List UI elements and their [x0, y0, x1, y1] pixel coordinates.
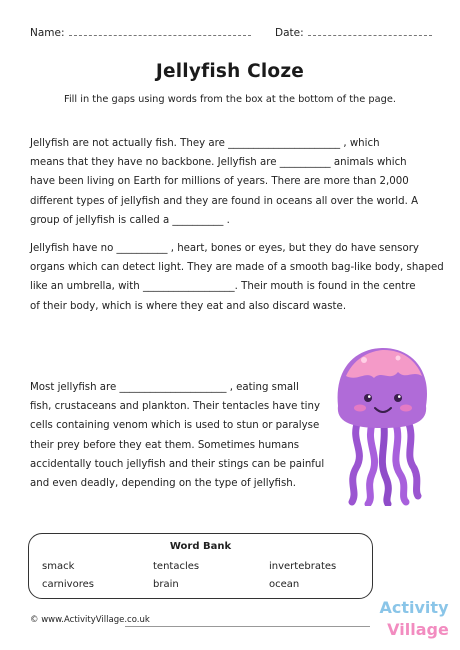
footer-divider	[125, 626, 370, 627]
name-label: Name:	[30, 27, 65, 39]
text-line: fish, crustaceans and plankton. Their tentacles have tiny	[30, 401, 320, 413]
paragraph-1	[30, 134, 418, 230]
date-label: Date:	[275, 27, 304, 39]
text-line: Most jellyfish are _____________________ , eating small	[30, 382, 299, 393]
date-line[interactable]	[308, 26, 432, 36]
footer-copyright[interactable]: © www.ActivityVillage.co.uk	[30, 615, 150, 625]
logo-line-2: Village	[387, 620, 449, 639]
word-bank-item: brain	[153, 579, 179, 590]
text-line: like an umbrella, with __________________. Their mouth is found in the centre	[30, 281, 416, 293]
text-line: Jellyfish have no __________ , heart, bones or eyes, but they do have sensory	[30, 243, 419, 254]
word-bank-item: carnivores	[42, 579, 94, 590]
text-line: Jellyfish are not actually fish. They are ______________________ , which	[30, 138, 380, 149]
activity-village-logo	[376, 592, 452, 642]
text-line: accidentally touch jellyfish and their stings can be painful	[30, 458, 325, 470]
page-title: Jellyfish Cloze	[155, 61, 305, 82]
paragraph-2	[30, 239, 444, 316]
name-field[interactable]	[30, 26, 251, 39]
word-bank-item: ocean	[269, 579, 300, 590]
word-bank-item: invertebrates	[269, 561, 337, 572]
text-line: different types of jellyfish and they are found in oceans all over the world. A	[30, 195, 419, 207]
date-field[interactable]	[275, 26, 432, 39]
text-line: organs which can detect light. They are made of a smooth bag-like body, shaped	[30, 262, 444, 274]
logo-line-1: Activity	[379, 598, 449, 617]
paragraph-3	[30, 378, 324, 493]
word-bank	[28, 533, 373, 599]
name-line[interactable]	[69, 26, 251, 36]
word-bank-item: smack	[42, 561, 75, 572]
text-line: means that they have no backbone. Jellyfish are __________ animals which	[30, 157, 407, 169]
word-bank-title: Word Bank	[169, 541, 232, 552]
text-line: their prey before they eat them. Sometimes humans	[30, 439, 300, 451]
text-line: of their body, which is where they eat and also discard waste.	[30, 300, 347, 312]
instructions: Fill in the gaps using words from the box at the bottom of the page.	[64, 94, 396, 105]
text-line: and even deadly, depending on the type of jellyfish.	[30, 478, 296, 490]
text-line: cells containing venom which is used to stun or paralyse	[30, 420, 320, 432]
text-line: have been living on Earth for millions of years. There are more than 2,000	[30, 176, 409, 188]
text-line: group of jellyfish is called a __________ .	[30, 214, 230, 226]
word-bank-item: tentacles	[153, 561, 200, 572]
jellyfish-illustration	[328, 346, 436, 506]
